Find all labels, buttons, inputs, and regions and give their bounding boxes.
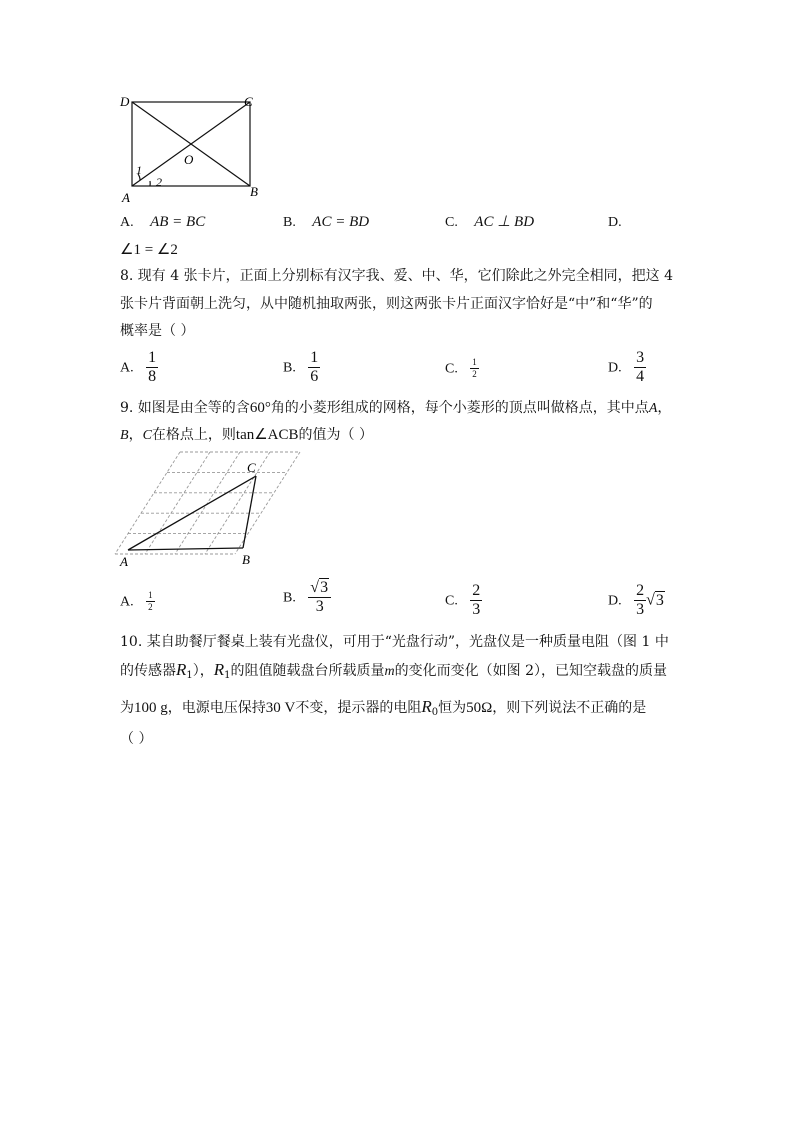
fraction <box>146 591 155 612</box>
label-d: D <box>120 94 130 109</box>
text: ，电源电压保持 <box>167 700 266 716</box>
q9-line-1 <box>120 398 671 419</box>
denominator: 4 <box>636 368 645 385</box>
option-letter: B. <box>283 590 296 606</box>
q9-line-2 <box>120 425 373 446</box>
fraction <box>634 350 646 385</box>
radicand: 3 <box>655 591 664 609</box>
radicand: 3 <box>320 579 329 596</box>
denominator: 3 <box>315 598 324 615</box>
q10-line-1: 10. 某自助餐厅餐桌上装有光盘仪，可用于“光盘行动”，光盘仪是一种质量电阻（图 1 中 <box>120 634 669 650</box>
denominator: 3 <box>636 601 645 618</box>
label-angle-2: 2 <box>156 175 162 189</box>
text: 不变，提示器的电阻 <box>295 700 422 716</box>
q7-option-b <box>283 212 369 233</box>
q8-option-a <box>120 350 158 385</box>
option-text: AC = BD <box>312 214 370 230</box>
label-b: B <box>250 184 258 199</box>
fraction <box>470 583 482 618</box>
rectangle-figure <box>110 90 280 205</box>
text: ， <box>128 427 143 443</box>
q8-line-3: 概率是（ ） <box>120 323 195 339</box>
subscript: 1 <box>224 670 231 681</box>
text: 在格点上，则 <box>151 427 236 443</box>
numerator: 1 <box>472 357 477 367</box>
fraction <box>308 580 331 615</box>
option-letter: C. <box>445 215 458 230</box>
label-o: O <box>184 152 194 167</box>
option-letter: C. <box>445 361 458 377</box>
resistor-r1: R <box>213 660 225 679</box>
point-a: A <box>648 401 658 416</box>
text: 的传感器 <box>120 663 176 679</box>
q8-line-1: 8. 现有 4 张卡片，正面上分别标有汉字我、爱、中、华，它们除此之外完全相同，把这 4 <box>120 268 673 284</box>
numerator: 1 <box>148 590 153 600</box>
q10-line-3 <box>120 697 646 723</box>
option-letter: A. <box>120 215 134 230</box>
fraction <box>146 350 158 385</box>
mass-symbol: m <box>384 664 395 679</box>
q7-option-c <box>445 212 534 233</box>
numerator: 3 <box>636 349 645 366</box>
segment-cb <box>243 476 256 548</box>
q10-line-4: （ ） <box>120 731 153 747</box>
text: 9. 如图是由全等的含 <box>120 400 250 416</box>
text: 为 <box>120 700 134 716</box>
denominator: 8 <box>148 368 157 385</box>
numerator: 1 <box>148 349 157 366</box>
option-letter: B. <box>283 360 296 376</box>
text: ，则下列说法不正确的是 <box>492 700 647 716</box>
text: 的阻值随载盘台所载质量 <box>230 663 385 679</box>
q9-option-c <box>445 583 482 618</box>
text: ， <box>657 400 672 416</box>
option-text: ∠1 = ∠2 <box>120 242 178 258</box>
q8-option-d <box>608 350 646 385</box>
numerator: 1 <box>310 349 319 366</box>
option-letter: D. <box>608 360 622 376</box>
text: 角的小菱形组成的网格，每个小菱形的顶点叫做格点，其中点 <box>270 400 649 416</box>
segment-ab <box>128 548 243 550</box>
denominator: 2 <box>148 602 153 612</box>
q8-option-b <box>283 350 320 385</box>
grid-label-c: C <box>247 460 256 475</box>
option-letter: D. <box>608 593 622 609</box>
grid-label-b: B <box>242 552 250 567</box>
q10-line-2 <box>120 660 667 686</box>
option-letter: D. <box>608 215 622 230</box>
text: 的值为（ ） <box>298 427 373 443</box>
denominator: 3 <box>472 601 481 618</box>
option-letter: B. <box>283 215 296 230</box>
resistor-r1: R <box>176 660 187 679</box>
q7-option-d-text <box>120 240 178 260</box>
label-angle-1: 1 <box>136 163 142 177</box>
q7-option-a <box>120 212 205 233</box>
text: 恒为 <box>438 700 467 716</box>
numerator: √3 <box>308 580 331 598</box>
text: 的变化而变化（如图 2），已知空载盘的质量 <box>394 663 668 679</box>
subscript: 0 <box>431 707 439 718</box>
label-c: C <box>244 94 253 109</box>
sqrt-factor: √3 <box>646 591 664 609</box>
option-text: AB = BC <box>150 214 206 230</box>
label-a: A <box>122 190 130 205</box>
option-letter: A. <box>120 594 134 610</box>
subscript: 1 <box>186 670 193 681</box>
point-c: C <box>142 428 152 443</box>
q9-option-d <box>608 583 665 618</box>
fraction <box>634 583 646 618</box>
grid-label-a: A <box>120 554 128 569</box>
grid-lines <box>115 452 300 554</box>
q7-option-d <box>608 212 622 233</box>
fraction <box>470 358 479 379</box>
q9-option-b <box>283 580 331 615</box>
numerator: 2 <box>636 582 645 599</box>
angle-value: 60° <box>249 400 271 416</box>
option-text: AC ⊥ BD <box>474 214 535 230</box>
fraction <box>308 350 320 385</box>
numerator: 2 <box>472 582 481 599</box>
q8-option-c <box>445 358 479 380</box>
voltage-value: 30 V <box>265 700 296 716</box>
resistor-r0: R <box>421 697 432 716</box>
option-letter: C. <box>445 593 458 609</box>
tan-expression: tan∠ACB <box>235 427 299 443</box>
option-letter: A. <box>120 360 134 376</box>
point-b: B <box>120 428 129 443</box>
q9-option-a <box>120 591 155 613</box>
resistance-value: 50Ω <box>466 700 493 716</box>
mass-value: 100 g <box>134 700 168 716</box>
denominator: 2 <box>472 369 477 379</box>
q8-line-2: 张卡片背面朝上洗匀，从中随机抽取两张，则这两张卡片正面汉字恰好是“中”和“华”的 <box>120 296 653 312</box>
rhombus-grid-figure <box>110 448 310 570</box>
denominator: 6 <box>310 368 319 385</box>
text: ）， <box>192 663 214 679</box>
